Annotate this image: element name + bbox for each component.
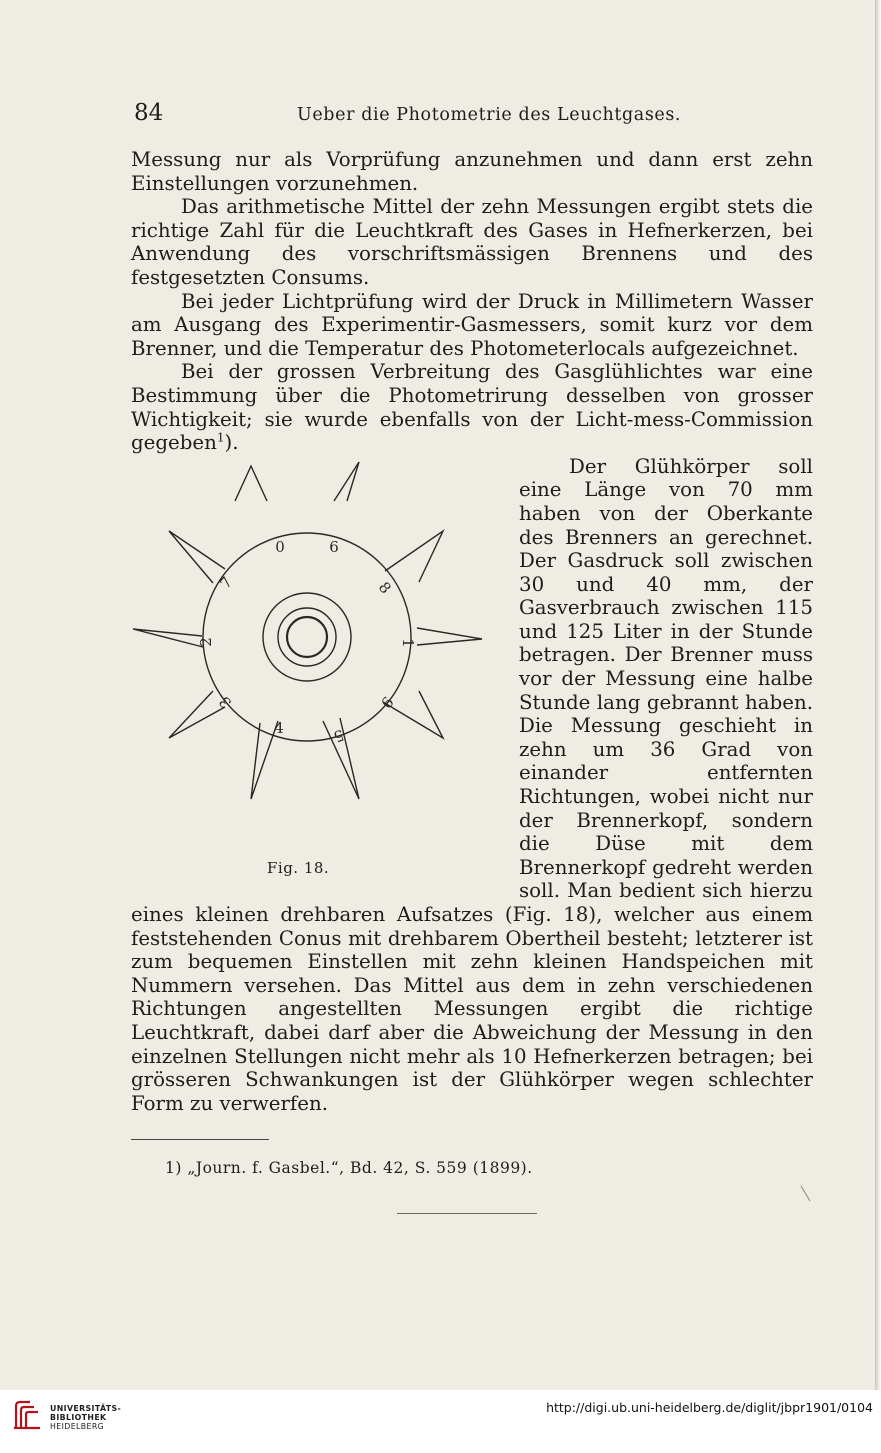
dial-number: 7: [216, 573, 237, 592]
page-edge: [875, 0, 881, 1390]
paragraph: Das arithmetische Mittel der zehn Messungen ergibt stets die richtige Zahl für die Leuchtkraft des Gases in Hefnerkerzen, bei Anwendung des vorschriftsmässigen Brennens und des festgesetzten Consums.: [131, 195, 813, 289]
paragraph-text: ).: [224, 431, 239, 455]
paragraph-text: Bei der grossen Verbreitung des Gasglühlichtes war eine Bestimmung über die Photometrirung desselben von grosser Wichtigkeit; sie wurde ebenfalls von der Licht-mess-Commission gegeben: [131, 360, 813, 455]
dial-number: 4: [274, 718, 284, 737]
dial-number: 9: [376, 692, 397, 712]
dial-diagram: [127, 459, 519, 886]
viewer-footer: [0, 1390, 881, 1453]
footnote-marker: 1: [216, 430, 225, 445]
dial-spoke: [417, 628, 482, 645]
dial-spoke: [235, 466, 267, 501]
inner-ring: [263, 593, 351, 681]
paragraph: Messung nur als Vorprüfung anzunehmen und dann erst zehn Einstellungen vorzunehmen.: [131, 148, 813, 195]
library-logo-text: [50, 1404, 121, 1431]
inner-ring: [287, 617, 327, 657]
body-text: [131, 148, 813, 1115]
dial-number: 3: [215, 692, 236, 712]
dial-number: 1: [399, 637, 417, 648]
page-number: 84: [134, 100, 164, 126]
paragraph: Der Glühkörper soll eine Länge von 70 mm haben von der Oberkante des Brenners an gerechnet. Der Gasdruck soll zwischen 30 und 40 mm, der Gasverbrauch zwischen 115 und 125 Liter in der Stunde betragen. Der Brenner muss vor der Messung eine halbe Stunde lang gebrannt haben. Die Messung geschieht in zehn um 36 Grad von einander entfernten Richtungen, wobei nicht nur der Brennerkopf, sondern die Düse mit dem Brennerkopf gedreht werden soll. Man bedient sich hierzu eines kleinen drehbaren Aufsatzes (Fig. 18), welcher aus einem feststehenden Conus mit drehbarem Obertheil besteht; letzterer ist zum bequemen Einstellen mit zehn kleinen Handspeichen mit Nummern versehen. Das Mittel aus dem in zehn verschiedenen Richtungen angestellten Messungen ergibt die richtige Leuchtkraft, dabei darf aber die Abweichung der Messung in den einzelnen Stellungen nicht mehr als 10 Hefnerkerzen betragen; bei grösseren Schwankungen ist der Glühkörper wegen schlechter Form zu verwerfen.: [131, 454, 813, 1115]
permalink-url[interactable]: http://digi.ub.uni-heidelberg.de/diglit/jbpr1901/0104: [546, 1400, 873, 1415]
dial-spoke: [133, 629, 203, 647]
logo-line: UNIVERSITÄTS-: [50, 1404, 122, 1413]
footnote-divider: [131, 1139, 269, 1140]
dial-spoke: [385, 531, 443, 582]
logo-line: HEIDELBERG: [50, 1422, 105, 1431]
paragraph: [131, 360, 813, 454]
dial-spoke: [169, 531, 225, 583]
dial-number: 5: [331, 725, 347, 746]
dial-number: 8: [374, 578, 395, 597]
logo-line: BIBLIOTHEK: [50, 1413, 107, 1422]
running-title: Ueber die Photometrie des Leuchtgases.: [297, 105, 682, 125]
dial-number: 2: [197, 636, 215, 647]
dial-spoke: [169, 691, 225, 738]
paragraph: Bei jeder Lichtprüfung wird der Druck in Millimetern Wasser am Ausgang des Experimentir-Gasmessers, somit kurz vor dem Brenner, und die Temperatur des Photometerlocals aufgezeichnet.: [131, 289, 813, 360]
page-header: [130, 100, 810, 130]
library-logo-icon[interactable]: [10, 1398, 44, 1432]
footnote: 1) „Journ. f. Gasbel.“, Bd. 42, S. 559 (1899).: [165, 1159, 533, 1177]
dial-spoke: [334, 462, 359, 501]
figure-18: [127, 459, 519, 886]
dial-ring: [203, 533, 411, 741]
scan-mark-icon: [800, 1185, 812, 1203]
figure-caption: Fig. 18.: [267, 858, 330, 877]
end-divider: [397, 1213, 537, 1214]
dial-number: 6: [329, 537, 339, 556]
dial-number: 0: [275, 537, 285, 556]
